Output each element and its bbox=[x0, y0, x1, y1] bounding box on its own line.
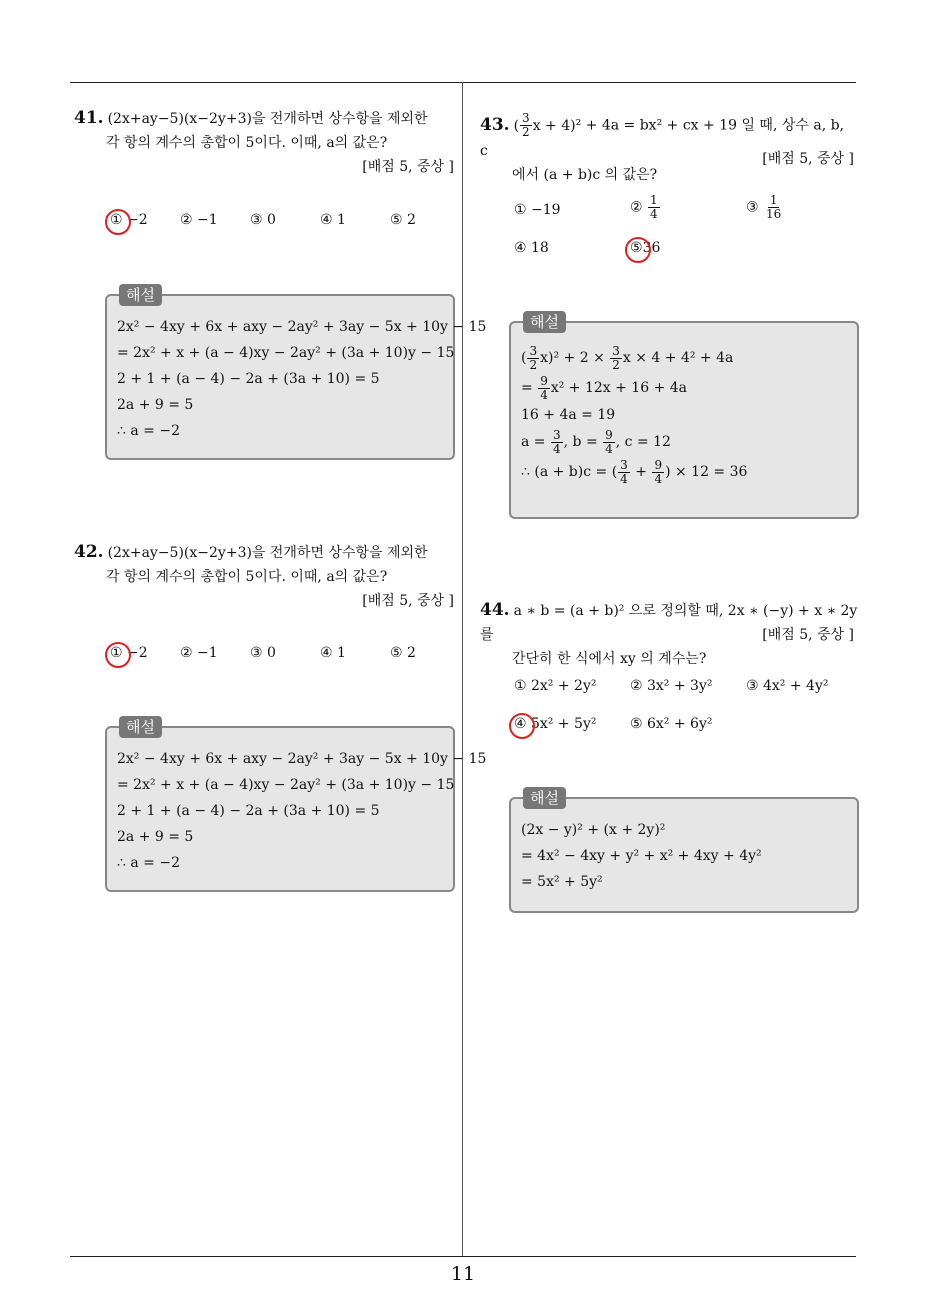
column-divider bbox=[462, 82, 463, 1257]
solution-line: 2a + 9 = 5 bbox=[117, 829, 194, 845]
question-41 bbox=[74, 106, 454, 179]
question-44-text: 44. a ∗ b = (a + b)² 으로 정의할 때, 2x ∗ (−y) + x ∗ 2y 를 간단히 한 식에서 xy 의 계수는? bbox=[480, 600, 858, 667]
choice-1[interactable]: ① −2 bbox=[110, 212, 148, 228]
solution-line: 2 + 1 + (a − 4) − 2a + (3a + 10) = 5 bbox=[117, 371, 380, 387]
solution-box-41 bbox=[105, 286, 487, 460]
fraction-expression: ( $\frac{3}{2}$ x + 4) bbox=[513, 111, 576, 139]
solution-line: = 2x² + x + (a − 4)xy − 2ay² + (3a + 10)y − 15 bbox=[117, 345, 455, 361]
choice-2[interactable]: ② $\frac{1}{4}$ bbox=[630, 193, 658, 221]
solution-line: ∴ (a + b)c = ( $\frac{3}{4}$ + $\frac{9}{4}$ ) × 12 = 36 bbox=[521, 457, 748, 486]
question-41-text: 41. (2x+ay−5)(x−2y+3)을 전개하면 상수항을 제외한 각 항의 계수의 총합이 5이다. 이때, a의 값은? bbox=[74, 108, 428, 151]
choice-2[interactable]: ② 3x² + 3y² bbox=[630, 678, 713, 694]
choice-3[interactable]: ③ 0 bbox=[250, 645, 276, 661]
solution-tag: 해설 bbox=[523, 311, 566, 333]
question-43-choices bbox=[514, 193, 854, 270]
question-42-text: 42. (2x+ay−5)(x−2y+3)을 전개하면 상수항을 제외한 각 항의 계수의 총합이 5이다. 이때, a의 값은? bbox=[74, 542, 428, 585]
solution-44 bbox=[521, 817, 762, 895]
page-number: 11 bbox=[450, 1263, 476, 1285]
score-meta: [배점 5, 중상 ] bbox=[762, 151, 854, 167]
choice-1[interactable]: ① −19 bbox=[514, 202, 561, 218]
choice-1[interactable]: ① 2x² + 2y² bbox=[514, 678, 597, 694]
solution-line: 2 + 1 + (a − 4) − 2a + (3a + 10) = 5 bbox=[117, 803, 380, 819]
choice-5[interactable]: ⑤ 2 bbox=[390, 645, 416, 661]
choice-4[interactable]: ④ 18 bbox=[514, 240, 549, 256]
solution-line: a = $\frac{3}{4}$ , b = $\frac{9}{4}$ , c = 12 bbox=[521, 427, 671, 456]
solution-line: (2x − y)² + (x + 2y)² bbox=[521, 822, 666, 838]
solution-line: 2x² − 4xy + 6x + axy − 2ay² + 3ay − 5x + 10y − 15 bbox=[117, 751, 487, 767]
solution-line: 2a + 9 = 5 bbox=[117, 397, 194, 413]
solution-line: = 2x² + x + (a − 4)xy − 2ay² + (3a + 10)y − 15 bbox=[117, 777, 455, 793]
solution-tag: 해설 bbox=[119, 284, 162, 306]
choice-3[interactable]: ③ $\frac{1}{16}$ bbox=[746, 193, 782, 221]
choice-4[interactable]: ④ 1 bbox=[320, 645, 346, 661]
question-number: 42. bbox=[74, 542, 104, 562]
solution-tag: 해설 bbox=[523, 787, 566, 809]
solution-line: = $\frac{9}{4}$ x² + 12x + 16 + 4a bbox=[521, 373, 688, 402]
choice-4[interactable]: ④ 1 bbox=[320, 212, 346, 228]
choice-2[interactable]: ② −1 bbox=[180, 212, 218, 228]
solution-box-44 bbox=[509, 789, 859, 913]
solution-41 bbox=[117, 314, 486, 444]
question-44-choices bbox=[514, 678, 854, 738]
score-meta: [배점 5, 중상 ] bbox=[362, 593, 454, 609]
question-42-choices bbox=[110, 645, 416, 661]
question-43-text: 43. ( $\frac{3}{2}$ x + 4)² + 4a = bx² + cx + 19 일 때, 상수 a, b, c 에서 (a + b)c 의 값은? bbox=[480, 111, 845, 183]
choice-5[interactable]: ⑤36 bbox=[630, 240, 661, 256]
choice-2[interactable]: ② −1 bbox=[180, 645, 218, 661]
solution-tag: 해설 bbox=[119, 716, 162, 738]
solution-line: ( $\frac{3}{2}$ x)² + 2 × $\frac{3}{2}$ x × 4 + 4² + 4a bbox=[521, 343, 734, 372]
solution-line: ∴ a = −2 bbox=[117, 423, 180, 439]
question-number: 41. bbox=[74, 108, 104, 128]
choice-1[interactable]: ① −2 bbox=[110, 645, 148, 661]
choice-5[interactable]: ⑤ 6x² + 6y² bbox=[630, 716, 713, 732]
question-41-choices bbox=[110, 212, 416, 228]
choice-5[interactable]: ⑤ 2 bbox=[390, 212, 416, 228]
score-meta: [배점 5, 중상 ] bbox=[762, 627, 854, 643]
solution-42 bbox=[117, 746, 486, 876]
question-number: 44. bbox=[480, 600, 510, 620]
solution-line: = 4x² − 4xy + y² + x² + 4xy + 4y² bbox=[521, 848, 762, 864]
bottom-rule bbox=[70, 1256, 856, 1257]
score-meta: [배점 5, 중상 ] bbox=[362, 159, 454, 175]
choice-4[interactable]: ④ 5x² + 5y² bbox=[514, 716, 597, 732]
solution-line: ∴ a = −2 bbox=[117, 855, 180, 871]
choice-3[interactable]: ③ 0 bbox=[250, 212, 276, 228]
question-number: 43. bbox=[480, 114, 510, 135]
solution-43 bbox=[521, 343, 747, 487]
question-42 bbox=[74, 540, 454, 613]
solution-line: 2x² − 4xy + 6x + axy − 2ay² + 3ay − 5x + 10y − 15 bbox=[117, 319, 487, 335]
solution-line: = 5x² + 5y² bbox=[521, 874, 603, 890]
solution-box-43 bbox=[509, 313, 859, 519]
solution-line: 16 + 4a = 19 bbox=[521, 407, 616, 423]
top-rule bbox=[70, 82, 856, 83]
choice-3[interactable]: ③ 4x² + 4y² bbox=[746, 678, 829, 694]
solution-box-42 bbox=[105, 718, 487, 892]
